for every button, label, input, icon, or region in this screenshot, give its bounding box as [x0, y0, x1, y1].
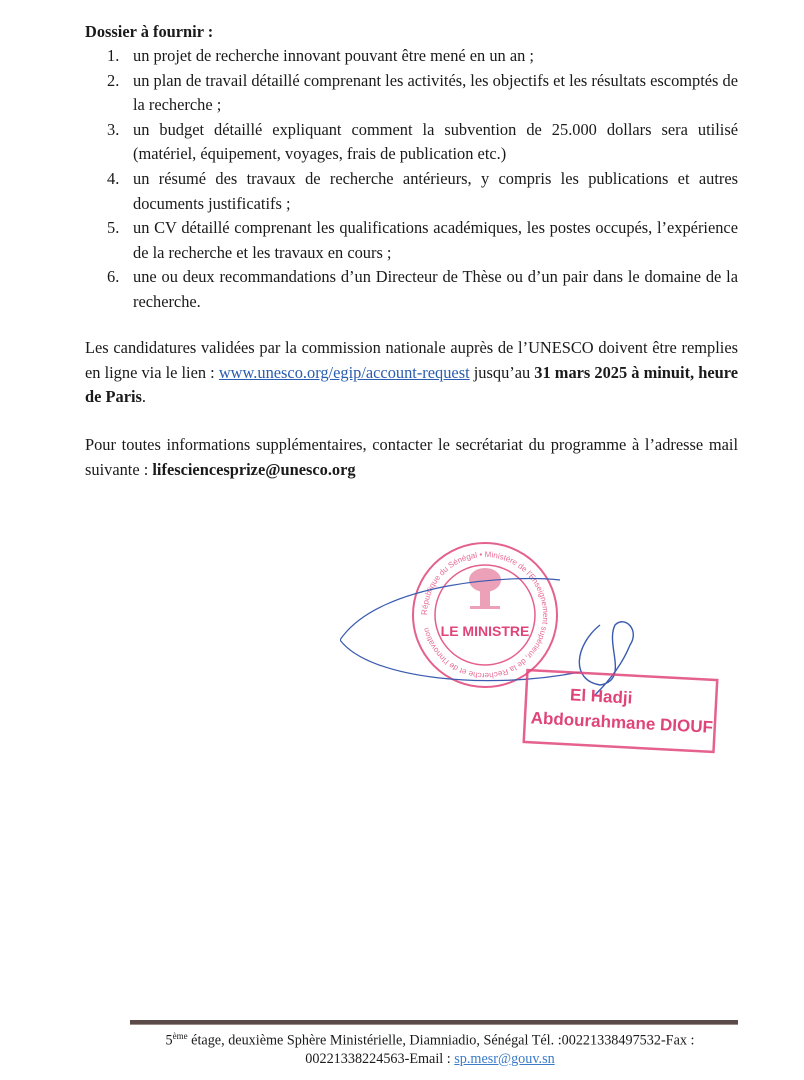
stamp-ring-text: République du Sénégal • Ministère de l'Enseignement supérieur, de la Recherche et de l'Innovation	[419, 549, 551, 681]
item-number: 2.	[107, 70, 120, 90]
footer-divider	[130, 1020, 738, 1025]
item-number: 5.	[107, 218, 120, 238]
official-stamp-signature	[340, 520, 740, 770]
item-text: une ou deux recommandations d’un Directeur de Thèse ou d’un pair dans le domaine de la recherche.	[133, 267, 738, 311]
footer-email-link[interactable]: sp.mesr@gouv.sn	[454, 1050, 555, 1067]
list-item	[85, 118, 738, 167]
item-number: 6.	[107, 267, 120, 287]
deadline: 31 mars 2025 à minuit, heure de Paris	[85, 362, 738, 407]
para-text: jusqu’au	[469, 362, 535, 382]
footer-text: 00221338224563-Email :	[305, 1050, 455, 1067]
footer-text: étage, deuxième Sphère Ministérielle, Diamniadio, Sénégal Tél. :00221338497532-Fax :	[187, 1032, 695, 1049]
contact-email: lifesciencesprize@unesco.org	[152, 459, 356, 479]
contact-paragraph	[85, 433, 738, 482]
list-item	[85, 44, 738, 69]
list-item	[85, 265, 738, 314]
item-text: un projet de recherche innovant pouvant être mené en un an ;	[133, 46, 534, 65]
baobab-tree-icon	[469, 568, 501, 609]
signature-stroke	[579, 622, 633, 695]
item-number: 1.	[107, 46, 120, 65]
para-text: .	[141, 387, 147, 407]
item-text: un budget détaillé expliquant comment la subvention de 25.000 dollars sera utilisé (matériel, équipement, voyages, frais de publication etc.)	[133, 119, 738, 164]
para-text: Les candidatures validées par la commission nationale auprès de l’UNESCO doivent être remplies en ligne via le lien :	[85, 338, 738, 382]
item-number: 4.	[107, 168, 120, 188]
section-heading: Dossier à fournir :	[85, 22, 214, 41]
document-list	[85, 44, 738, 315]
item-text: un résumé des travaux de recherche antérieurs, y compris les publications et autres documents justificatifs ;	[133, 168, 738, 213]
footer-text: 5	[165, 1032, 173, 1049]
footer	[100, 1027, 760, 1068]
signatory-full-name: Abdourahmane DIOUF	[530, 708, 714, 737]
footer-sup: ème	[172, 1031, 188, 1041]
item-text: un CV détaillé comprenant les qualifications académiques, les postes occupés, l’expérience de la recherche et les travaux en cours ;	[133, 218, 738, 262]
list-item	[85, 216, 738, 265]
list-item	[85, 167, 738, 216]
item-number: 3.	[107, 119, 120, 139]
application-link[interactable]: www.unesco.org/egip/account-request	[218, 362, 470, 382]
application-paragraph	[85, 336, 738, 410]
stamp-center-text: LE MINISTRE	[440, 623, 530, 639]
signatory-first-name: El Hadji	[569, 685, 633, 708]
item-text: un plan de travail détaillé comprenant les activités, les objectifs et les résultats escomptés de la recherche ;	[133, 70, 738, 115]
para-text: Pour toutes informations supplémentaires, contacter le secrétariat du programme à l’adresse mail suivante :	[85, 435, 738, 479]
list-item	[85, 69, 738, 118]
